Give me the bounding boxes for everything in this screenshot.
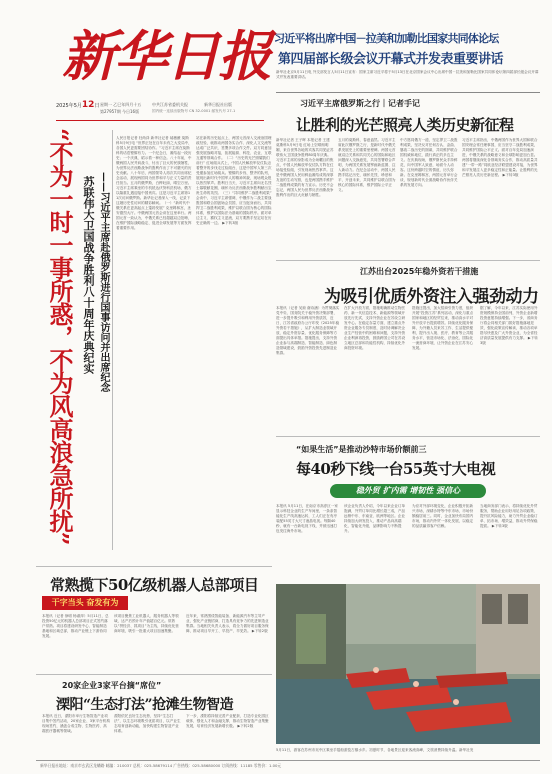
investment-body-col2: 在扩大开放方面，措施明确推动生物医药、新一代信息技术、新能源等领域开放先行先试，支持外资企业在苏设立研发中心。在稳定存量方面，建立重点外资企业服务专员制度，及时协调解决企业生产经营中的困难和问题，支持外资企业利润再投资，鼓励跨国公司在苏设立地区总部和功能性机构，持续优化外商投资环境。 bbox=[344, 306, 406, 350]
investment-body-col3: 措施还提出，加大招商引资力度，组织开展“投资江苏”系列活动，深化与重点国家和地区的经贸往来，推动高水平对外开放平台提质增效。持续优化服务保障，为外籍人员来苏工作、生活提供便利，提升出入境、医疗、教育等公共服务水平，营造市场化、法治化、国际化一流营商环境，让外资企业在江苏安心发展。 bbox=[412, 306, 474, 350]
footer-text: 新华日报社地址：南京市玄武区龙蟠路 邮编：210037 总机：025-58679114 广告热线：025-58680000 订阅热线：11185 零售价：1.00元 bbox=[40, 763, 282, 768]
masthead-codes: 国内统一连续出版物号 CN 32-0001 邮发代号 27-1 bbox=[152, 109, 236, 113]
moscow-body-col1: 新华社记者 王子晖 本报记者 王建 莫斯科5月9日电 红场上空晴朗明媚，来自世界各地的宾客共同见证苏联伟大卫国战争胜利80周年庆典。习近平主席的身影成为全场瞩目的焦点，中国人民解放军仪仗队方阵在红场接受检阅，引发现场热烈掌声。这是中俄两国人民用鲜血凝结成的深厚友谊的生动写照，也是两国携手维护二战胜利成果的有力宣示。历史不会忘记，两国人民为世界反法西斯战争胜利作出的巨大贡献与牺牲。 bbox=[276, 138, 334, 197]
liyang-body-col2: 溧阳依托良好生态优势，坚持“生态打法”，以生态环境吸引优质项目，以产业生态培育创新动能，加快构建生物智造产业体系。 bbox=[114, 714, 181, 733]
liyang-kicker: 20家企业3家平台摘“席位” bbox=[62, 681, 162, 690]
tv-kicker: “如果生活”是推动沙特市场价额前三 bbox=[296, 445, 427, 454]
changshu-bottom-divider bbox=[36, 674, 272, 675]
moscow-kicker: 习近平主席俄罗斯之行｜记者手记 bbox=[300, 99, 420, 108]
commentary-subtitle-2: ——习近平主席赴俄罗斯进行国事访问并出席纪念 bbox=[98, 172, 109, 392]
masthead-site: 新华日报社出版 bbox=[204, 102, 232, 107]
changshu-headline: 常熟揽下50亿级机器人总部项目 bbox=[50, 576, 259, 594]
commentary-body-col2: 站在新的历史起点上，两国元首深入交流治国理政经验，就推动两国务实合作、深化人文交流等达成广泛共识，签署多项合作文件。双方同意加强发展战略对接，拓展能源、科技、农业、互联互通等领域合作。（二）“历史的光芒照耀我们前行” 红场阅兵式上，中国人民解放军仪仗队迈着整齐的步伐走过检阅台，这是中国军人第三次受邀参加红场阅兵。铿锵的步伐、整齐的队列，展现出新时代中国军人的精神风貌，现场观众报以热烈掌声。胜利日当天，习近平主席向无名烈士墓敬献花圈，缅怀为反法西斯战争胜利献出宝贵生命的英烈。（三）“共同维护二战胜利成果” 会谈中，习近平主席强调，中俄作为二战主要战胜国和联合国创始会员国，应当挺身而出，共同捍卫二战胜利成果，维护以联合国为核心的国际体系，维护以国际法为基础的国际秩序。面对单边主义、霸权主义逆流，双方要携手坚定站在历史正确的一边。 ▶下转3版 bbox=[196, 136, 272, 225]
commentary-headline: “不为一时一事所惑，不为风高浪急所扰” bbox=[45, 128, 74, 545]
commentary-subtitle: 苏联伟大卫国战争胜利八十周年庆典纪实 bbox=[82, 176, 95, 374]
tv-banner bbox=[330, 484, 486, 498]
liyang-body-col3: 下一步，溧阳将持续完善产业配套，打造专业化园区载体，强化人才和金融支撑，推动生物智造产业集聚发展，培育经济发展新增长极。 ▶下转2版 bbox=[186, 714, 269, 728]
moscow-body-col3: 中方愿同俄方一道，坚定捍卫二战胜利成果，坚决反对任何否认、歪曲、篡改二战历史的图谋，共同维护联合国权威和地位，践行真正的多边主义。在庆典现场，俄罗斯民众手持鲜花，向中国军人致意，场面令人动容。这份跨越时空的情谊，历久弥新。在克里姆林宫，两国元首举行会谈，规划新时代全面战略协作伙伴关系的发展方向。 bbox=[400, 138, 458, 187]
tv-headline: 每40秒下线一台55英寸大电视 bbox=[296, 460, 496, 478]
masthead-date: 2025年5月12日 bbox=[56, 100, 100, 110]
masthead-rule bbox=[56, 120, 264, 121]
changshu-body-col1: 本报讯（记者 徐明 杨淑萍）5月11日，总投资50亿元的机器人总部项目正式签约落户常熟。项目将建设研发中心、智能制造基地和区域总部，推动产业链上下游协同发展。 bbox=[42, 614, 109, 638]
moscow-divider bbox=[276, 260, 540, 261]
moscow-body-col2: 五月的莫斯科，春意盎然。习近平主席此次俄罗斯之行，是新时代中俄关系发展史上的重要里程碑。两国元首就双边关系和共同关心的国际和地区问题深入交换意见，共同签署联合声明，为两国关系发展擘画新蓝图、注入新动力。在纪念活动中，两国人民携手铭记历史，缅怀先烈，珍爱和平，开创未来，共同维护以联合国为核心的国际体系，维护国际公平正义。 bbox=[338, 138, 396, 192]
masthead-publisher: 中共江苏省委机关报 bbox=[152, 102, 188, 107]
liyang-body-col1: 本报讯 近日，溧阳市举行生物智造产业项目集中签约活动，20家企业、3家平台机构现场签约，涵盖合成生物、生物医药、高端医疗器械等领域。 bbox=[42, 714, 110, 733]
commentary-body-col1: 人民日报记者 杜尚泽 新华社记者 郝薇薇 莫斯科5月9日电 “世界正处在百年未有之大变局中，各国人民更需要团结协作。”习近平主席在莫斯科的话语铿锵有力。一个纪念日，凝结起一段历史；一个庆典，昭示着一种信念。八十年前，中俄两国人民并肩战斗，付出了巨大的民族牺牲，为世界反法西斯战争的胜利作出了不可磨灭的历史贡献。八十年后，两国领导人再次共同出席纪念活动，展现两国同为世界和平与正义力量的责任担当。五月的俄罗斯，白桦吐绿，晴空万里。习近平主席乘坐的专机抵达伏努科沃机场，俄方以隆重礼遇迎接中国贵宾。这是习近平主席第11次访问俄罗斯。新华社记者深入一线，记录下这趟历史性访问的精彩瞬间。（一）“新时代中俄关系在更高起点上蓬勃发展” 克里姆林宫，圣安德烈大厅。中俄两国元首会谈在这里举行。两国元首一致认为，中俄关系已经超越双边范畴，在维护国际战略稳定、促进全球发展等方面发挥着重要作用。 bbox=[116, 136, 192, 230]
top-story-rule bbox=[276, 92, 540, 93]
boats-photo-illustration bbox=[276, 584, 540, 744]
tv-banner-text: 稳外贸 扩内需 增韧性 强信心 bbox=[355, 486, 461, 495]
tv-body-col1: 本报讯 5月11日，在南京市高淳区一家显示科技企业的生产车间里，一条条智能化生产线高速运转，工人们正在有序装配55英寸大尺寸液晶电视。每隔40秒，就有一台新电视下线，并被迅速打包发往海外市场。 bbox=[276, 504, 338, 533]
masthead-issue: 第27957期 今日16版 bbox=[100, 109, 140, 114]
top-story-headline-1: 习近平将出席中国－拉美和加勒比国家共同体论坛 bbox=[274, 32, 499, 45]
liyang-headline: 溧阳“生态打法”抢滩生物智造 bbox=[56, 697, 234, 713]
top-story-headline-2: 第四届部长级会议开幕式并发表重要讲话 bbox=[278, 52, 504, 67]
moscow-headline: 让胜利的光芒照亮人类历史新征程 bbox=[296, 116, 514, 134]
investment-headline: 为吸引优质外资注入强劲动力 bbox=[324, 287, 539, 307]
commentary-col-divider bbox=[112, 130, 113, 550]
boats-photo-caption: 5月11日，游客在苏州市吴中区乘坐手摇船游览古镇水乡。初夏时节，各地景区迎来客流高峰，文旅消费持续升温。新华社发 bbox=[276, 748, 474, 752]
changshu-tag bbox=[42, 596, 128, 610]
changshu-tag-text: 干字当头 奋发有为 bbox=[51, 598, 119, 607]
investment-kicker: 江苏出台2025年稳外资若干措施 bbox=[360, 267, 479, 276]
tv-body-col3: 为应对外部环境变化，企业积极开拓新兴市场，深耕沙特等中东市场，市场份额稳居前三。同时，企业加快布局国内市场，推动内外贸一体化发展，以稳定的品质赢得客户信赖。 bbox=[412, 504, 474, 528]
footer-rule bbox=[36, 760, 540, 761]
moscow-body-col4: 习近平主席指出，中俄两国作为世界大国和联合国安理会常任理事国，应当坚守二战胜利成果，共同维护国际公平正义。面对百年变局加速演进，中俄关系的战略意义和全球影响更加凸显。两国将继续深化各领域务实合作，推动高质量共建“一带一路”同欧亚经济联盟建设对接，为世界和平发展注入更多稳定性和正能量。让胜利的光芒照亮人类历史新征程。 ▶下转3版 bbox=[462, 138, 538, 177]
boats-photo bbox=[276, 584, 540, 744]
changshu-body-col2: 该项目聚焦工业机器人、服务机器人等领域，达产后预计年产值超百亿元。常熟以“拼经济、抓项目”为主线，持续优化营商环境，吸引一批重大项目加速集聚。 bbox=[114, 614, 179, 633]
changshu-body-col3: 近年来，常熟围绕智能装备、新能源汽车等主导产业，强化产业链招商，打造具有竞争力的先进制造业集群。当地相关负责人表示，将全力做好项目服务保障，推动项目早开工、早投产、早见效。 ▶下转2版 bbox=[186, 614, 269, 633]
tv-body-col2: 该企业负责人介绍，今年以来企业订单饱满，外贸订单同比增长超三成，产品远销中东、东南亚、欧洲等地区。企业持续加大研发投入，推动产品向高端化、智能化升级，品牌影响力不断提升。 bbox=[344, 504, 406, 533]
investment-body-col4: 据了解，今年以来，江苏实际使用外资规模保持全国前列，外资企业新增投资意愿持续增强。下一步，省商务厅将会同相关部门抓好措施落地见效，强化政策宣传解读，推动各项举措尽快惠及广大外资企业，为全省经济高质量发展提供有力支撑。 ▶下转3版 bbox=[480, 306, 538, 345]
tv-body-col4: 当地商务部门表示，将持续优化外贸服务，帮助企业用好用足各项政策，提升抗风险能力，助力外贸企业稳订单、拓市场、增效益，推动外贸保稳提质。 ▶下转3版 bbox=[480, 504, 538, 528]
masthead-weekday: 星期一 乙巳年四月十五 bbox=[100, 102, 142, 107]
investment-body-col1: 本报讯（记者 吴琼 谢诗涵）为贯彻落实党中央、国务院关于稳外资决策部署，进一步提升吸引和利用外资质效，近日，江苏省政府办公厅印发《2025年稳外资若干措施》，从扩大制造业领域开放、稳定外资存量、优化服务保障等方面提出具体举措。措施提出，支持外资企业参与高端制造、智能制造、绿色制造领域建设，鼓励外资投资先进制造业集群。 bbox=[276, 306, 340, 355]
masthead-logo: 新华日报 bbox=[62, 24, 270, 88]
top-story-body: 新华社北京5月11日电 外交部发言人5月11日宣布：国家主席习近平将于5月13日在北京国家会议中心出席中国－拉美和加勒比国家共同体论坛第四届部长级会议开幕式并发表重要讲话。 bbox=[276, 70, 539, 79]
investment-divider bbox=[276, 436, 540, 437]
changshu-top-divider bbox=[36, 566, 272, 567]
